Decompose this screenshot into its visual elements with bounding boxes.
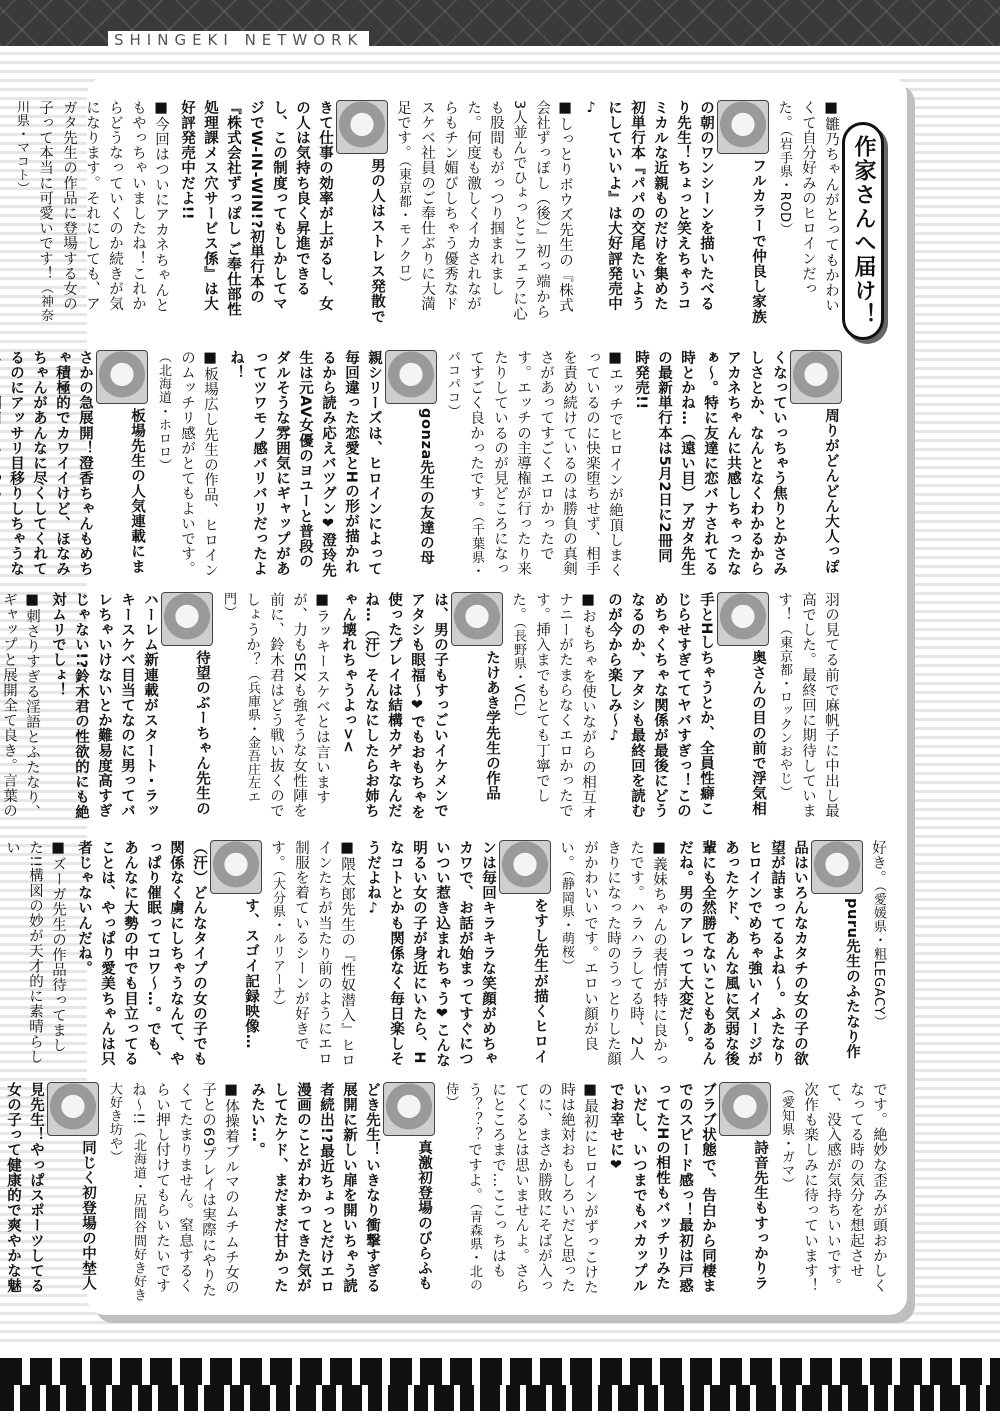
letter-signature: （東京都・ロックンおやじ） xyxy=(777,622,792,800)
reply-text: puru先生のふたなり作品はいろんなカタチの女の子の欲望が詰まってるよね～。ふたなりヒロインでめちゃ強いイメージがあったケド、あんな風に気弱な後輩にも全然勝てないこともあるんだね。男のアレって大変だ～。 xyxy=(677,840,860,1067)
reply-entry xyxy=(336,592,503,824)
mascot-avatar xyxy=(451,592,503,646)
mascot-avatar xyxy=(383,1082,435,1136)
reader-letter xyxy=(866,840,890,1068)
reply-entry xyxy=(629,350,842,578)
letters-column xyxy=(14,100,842,325)
reply-text: す、スゴイ記録映像…（汗）どんなタイプの女の子でも関係なく虜にしちゃうなんて、やっぱり催眠ってコワ～…。でも、あんなに大勢の中でも目立ってることは、やっぱり愛美ちゃんは只者じゃないんだね。 xyxy=(76,840,259,1067)
reader-letter xyxy=(391,100,576,325)
letters-column xyxy=(5,1082,890,1302)
reply-text: 同じく初登場の中埜人見先生！やっぱスポーツしてる女の子って健康的で爽やかな魅 xyxy=(5,1082,96,1294)
mascot-avatar xyxy=(385,350,437,404)
letter-signature: （青森県・北の侍） xyxy=(443,1082,482,1292)
reply-entry xyxy=(604,1082,771,1302)
letter-signature: （北海道・ホロロ） xyxy=(156,350,171,473)
reader-letter xyxy=(774,1082,890,1302)
reply-entry xyxy=(602,592,769,824)
reader-letter xyxy=(9,100,172,325)
section-title-box xyxy=(842,122,884,340)
letter-signature: （東京都・モノクロ） xyxy=(396,160,411,290)
reader-letter xyxy=(438,1082,601,1302)
letter-signature: （静岡県・萌桜） xyxy=(559,870,574,973)
letter-text: ■板場広し先生の作品、ヒロインのムッチリ感がとてもよいです。 xyxy=(179,350,218,578)
letter-signature: （千葉県・パコパコ） xyxy=(445,350,484,578)
reader-letter xyxy=(440,350,626,578)
reader-letter xyxy=(772,592,842,824)
letter-text: 好き。 xyxy=(870,840,886,886)
section-title: 作家さんへ届け！ xyxy=(851,135,876,327)
reply-entry xyxy=(0,350,148,578)
letter-text: ■刺さりすぎる淫語とふたなり、ギャップと展開全て良き。言葉の xyxy=(1,592,40,820)
letter-text: ■今回はついにアカネちゃんともやっちゃいましたね！これからどうなっていくのか続きが気になります。それにしても、アガタ先生の作品に登場する女の子って本当に可愛いです！ xyxy=(37,100,169,313)
reply-entry xyxy=(245,1082,435,1302)
reply-entry xyxy=(46,592,213,824)
mascot-avatar xyxy=(499,840,551,894)
reply-entry xyxy=(224,350,437,578)
letter-signature: （北海道・尻間谷間好き好き大好き坊や） xyxy=(107,1082,146,1302)
reply-text: 真激初登場のびらふもどき先生！いきなり衝撃すぎる展開に新しい扉を開いちゃう読者続出!?最近ちょっとだけエロ漫画のことがわかってきた気がしてたケド、まだまだ甘かったみたい…。 xyxy=(249,1082,432,1295)
letter-text: ■ラッキースケベとは言いますが、力もSEXも強そうな女性陣を前に、鈴木君はどう戦い抜くのでしょうか？ xyxy=(244,592,330,819)
letters-column xyxy=(8,350,842,578)
reply-entry xyxy=(673,840,863,1068)
reader-letter xyxy=(0,592,43,824)
letter-text: ■おもちゃを使いながらの相互オナニーがたまらなくエロかったです。挿入までもとても丁寧でした。 xyxy=(510,592,596,820)
reply-text: フルカラーで仲良し家族の朝のワンシーンを描いたべるり先生！ちょっと笑えちゃうコミカルな近親ものだけを集めた初単行本『パパの交尾たいようにしていいよ』は大好評発売中♪ xyxy=(583,100,766,325)
letters-column xyxy=(4,840,890,1068)
letter-text: ■最初にヒロインがずっこけた時は絶対おもしろいだと思ったのに、まさか勝敗にそばが入ってくるとは思いませんよ。さらにところまで…ここっちはもう？？？ですよ。 xyxy=(466,1082,598,1295)
letter-signature: （神奈川県・マコト） xyxy=(14,100,53,323)
reader-letter xyxy=(102,1082,242,1302)
reply-entry xyxy=(72,840,262,1068)
mascot-avatar xyxy=(161,592,213,646)
reply-text: をすし先生が描くヒロインは毎回キラキラな笑顔がめちゃカワで、お話が始まってすぐについつい惹き込まれちゃう❤こんな明るい女の子が身近にいたら、Hなコトとかも関係なく毎日楽しそうだよね♪ xyxy=(365,840,548,1068)
letter-text: ■エッチでヒロインが絶頂しまくっているのに快楽堕ちせず、相手を責め続けているのは勝負の真剣さがあってすごくエロかったです。エッチの主導権が行ったり来たりしているのが見どころになってすごく良かったです。 xyxy=(468,350,623,578)
reply-entry xyxy=(175,100,388,325)
letter-signature: （兵庫県・金吾庄左エ門） xyxy=(221,592,260,804)
letter-text: ■しっとりボウズ先生の『株式会社ずっぽし（後）』初っ端から3人並んでひょっとこフェラに心も股間もがっつり掴まれました。何度も激しくイカされながらもチン媚びしちゃう優秀なドスケベ社員のご奉仕ぶりに大満足です。 xyxy=(395,100,573,322)
magazine-header-title: SHINGEKI NETWORK xyxy=(108,31,369,49)
letter-text: です。絶妙な歪みが頭おかしくなってる時の気分を想起させて、没入感が気持ちいいです。次作も楽しみに待っています！ xyxy=(802,1082,887,1294)
reply-entry xyxy=(579,100,769,325)
letter-signature: （岩手県・ROD） xyxy=(777,130,792,237)
mascot-avatar xyxy=(210,840,262,894)
letter-text: ■体操着ブルマのムチムチ女の子との69プレイは実際にやりたくてたまりません。窒息するくらい押し付けてもらいたいですね～!! xyxy=(130,1082,239,1298)
letters-column xyxy=(1,592,842,824)
letter-text: ■義妹ちゃんの表情が特に良かったです。ハラハラしてる時、2人きりになった時のうっとりした顔がかわいいです。エロい顔が良い。 xyxy=(558,840,667,1068)
reply-text: gonza先生の友達の母親シリーズは、ヒロインによって毎回違った恋愛とHの形が描かれるから読み応えバツグン❤澄玲先生は元AV女優のヨユーと普段のダルそうな雰囲気にギャップがあってツワモノ感バリバリだったよね！ xyxy=(228,350,434,578)
letter-text: ■雛乃ちゃんがとってもかわいくて自分好みのヒロインだった。 xyxy=(776,100,839,313)
mascot-avatar xyxy=(47,1082,99,1136)
letter-signature: （大分県・ルリアーナ） xyxy=(270,870,285,1014)
reply-text: 周りがどんどん大人っぽくなっていっちゃう焦りとかさみしさとか、なんとなくわかるからアカネちゃんに共感しちゃったなぁ～。特に友達に恋バナされてる時とかね…（遠い目）アガタ先生の最新単行本は5月2日に2冊同時発売!! xyxy=(633,350,839,577)
reader-letter xyxy=(554,840,670,1068)
mascot-avatar xyxy=(719,1082,771,1136)
footer-strip xyxy=(0,1385,1000,1411)
reader-letter xyxy=(216,592,333,824)
mascot-avatar xyxy=(811,840,863,894)
letter-text: ■ズーガ先生の作品待ってました!!構図の妙が天才的に素晴らしい xyxy=(4,840,66,1065)
reply-text: 男の人はストレス発散できて仕事の効率が上がるし、女の人は気持ち良く昇進できるし、この制度ってもしかしてマジでW-IN-WIN!?初単行本の『株式会社ずっぽし ご奉仕部性処理課メス穴サービス係』は大好評発売中だよ!! xyxy=(179,100,385,325)
reply-text: 奥さんの目の前で浮気相手とHしちゃうとか、全員性癖こじらせすぎててヤバすぎっ！このめちゃくちゃな関係が最後にどうなるのか、アタシも最終回を読むのが今から楽しみ～♪ xyxy=(606,592,766,819)
reply-text: 詩音先生もすっかりラブラブ状態で、告白から同棲までのスピード感っ！最初は戸惑ってたHの相性もバッチリみたいだし、いつまでもバカップルでお幸せに❤ xyxy=(608,1082,768,1294)
mascot-avatar xyxy=(790,350,842,404)
letter-signature: （愛知県・ガマ） xyxy=(779,1082,794,1191)
reader-letter xyxy=(772,100,842,325)
mascot-avatar xyxy=(336,100,388,154)
mascot-avatar xyxy=(96,350,148,404)
reader-letter xyxy=(506,592,599,824)
reader-letter xyxy=(0,840,69,1068)
letter-text: 羽の見てる前で麻帆子に中出し最高でした。最終回に期待しています！ xyxy=(776,592,839,819)
mascot-avatar xyxy=(717,592,769,646)
reader-letter xyxy=(265,840,358,1068)
reply-entry xyxy=(361,840,551,1068)
letter-signature: （愛媛県・粗LEGACY） xyxy=(871,885,886,1029)
reply-entry xyxy=(0,1082,99,1302)
reply-text: たけあき学先生の作品は、男の子もすっごいイケメンでアタシも眼福～❤でもおもちゃを使ったプレイは結構カゲキなんだね…（汗）そんなにしたらお姉ちゃん壊れちゃうよっ>< xyxy=(340,592,500,820)
letter-signature: （長野県・VCL） xyxy=(511,622,526,725)
reader-letter xyxy=(151,350,221,578)
reply-text: 板場先生の人気連載にまさかの急展開！澄香ちゃんもめちゃ積極的でカワイイけど、ほなみちゃんがあんなに尽くしてくれてるのにアッサリ目移りしちゃうな xyxy=(8,350,145,577)
mascot-avatar xyxy=(717,100,769,154)
reply-text: 待望のぶーちゃん先生のハーレム新連載がスタート・ラッキースケベ目当てなのに男ってバレちゃいけないとか難易度高すぎじゃない!?鈴木君の性欲的にも絶対ムリでしょ！ xyxy=(50,592,210,820)
letter-text: ■隈太郎先生の『性奴潜入』ヒロインたちが当たり前のようにエロ制服を着ているシーンが好きです。 xyxy=(269,840,355,1068)
